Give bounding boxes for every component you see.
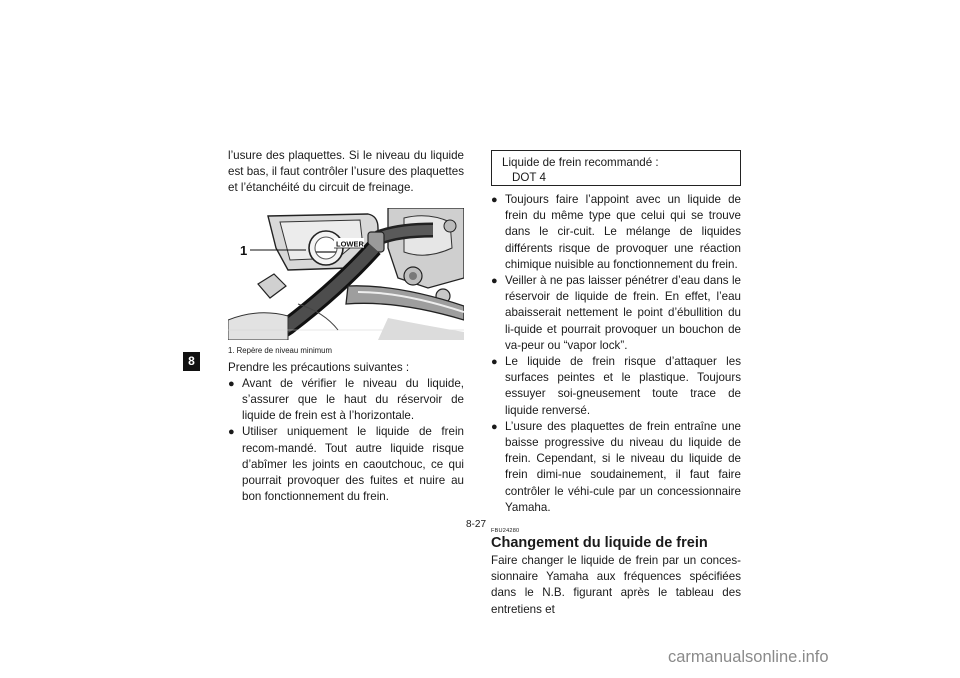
brake-reservoir-illustration [228,208,464,340]
box-value: DOT 4 [512,171,546,184]
left-bullet-list [228,376,464,506]
bullet-icon: ● [491,275,498,288]
section-title: Changement du liquide de frein [491,535,708,552]
bullet-icon: ● [228,377,235,390]
precautions-heading: Prendre les précautions suivantes : [228,360,410,374]
figure-caption: 1. Repère de niveau minimum [228,345,333,355]
lower-mark-label: LOWER [336,239,364,249]
page-number: 8-27 [466,519,487,530]
intro-text: l’usure des plaquettes. Si le niveau du liquide est bas, il faut contrôler l’usure des plaquettes et l’étanchéité du circuit de freinage. [228,149,464,195]
bullet-icon: ● [491,356,498,369]
right-bullet-list [491,192,741,516]
list-item: ● Toujours faire l’appoint avec un liquide de frein du même type que celui qui se trouve dans le cir-cuit. Le mélange de liquides différents risque de provoquer une réaction chimique nuisible au fonctionnement du frein. [491,193,741,271]
callout-number: 1 [240,242,248,258]
box-label: Liquide de frein recommandé : [502,156,659,169]
bullet-icon: ● [228,426,235,439]
bullet-icon: ● [491,420,498,433]
list-item: ● L’usure des plaquettes de frein entraîne une baisse progressive du niveau du liquide de frein. Cependant, si le niveau du liquide de frein dimi-nue soudainement, il faut faire contrôler le véhi-cule par un concessionnaire Yamaha. [491,419,741,514]
list-item: ● Avant de vérifier le niveau du liquide, s’assurer que le haut du réservoir de liquide de frein est à l’horizontale. [228,376,464,423]
list-item: ● Veiller à ne pas laisser pénétrer d’eau dans le réservoir de liquide de frein. En effet, l’eau abaisserait nettement le point d’ébullition du li-quide et pourrait provoquer un bouchon de va-peur ou “vapor lock”. [491,274,741,352]
watermark-link[interactable]: carmanualsonline.info [668,648,829,666]
bullet-icon: ● [491,194,498,206]
brake-reservoir-figure [228,208,464,340]
left-column [228,148,464,505]
section-code: FBU24280 [491,528,520,535]
chapter-tab: 8 [183,352,200,371]
right-column [491,150,741,618]
recommended-fluid-box [491,150,741,186]
list-item: ● Le liquide de frein risque d’attaquer les surfaces peintes et le plastique. Toujours essuyer soi-gneusement toute trace de liquide renversé. [491,355,741,417]
list-item: ● Utiliser uniquement le liquide de frein recom-mandé. Tout autre liquide risque d’abîmer les joints en caoutchouc, ce qui pourrait provoquer des fuites et nuire au bon fonctionnement du frein. [228,425,464,504]
section-text: Faire changer le liquide de frein par un conces-sionnaire Yamaha aux fréquences spécifiées dans le N.B. figurant après le tableau des entretiens et [491,554,741,616]
